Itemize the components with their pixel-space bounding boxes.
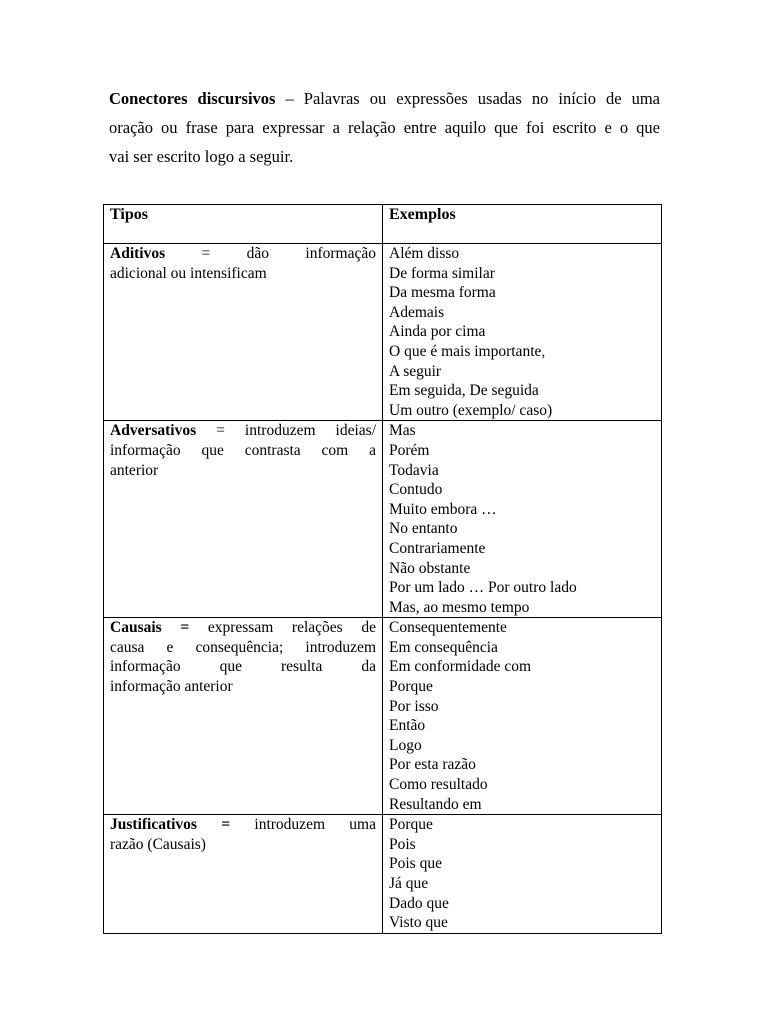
- type-desc: introduzem uma: [230, 816, 376, 834]
- type-name: Causais =: [110, 619, 190, 637]
- header-tipos: Tipos: [104, 205, 383, 244]
- intro-line-3: vai ser escrito logo a seguir.: [109, 147, 294, 166]
- intro-paragraph: [109, 84, 660, 171]
- desc-line: [110, 815, 376, 835]
- example-item: Porque: [389, 816, 433, 834]
- example-item: Pois que: [389, 855, 442, 873]
- example-item: Ademais: [389, 303, 445, 321]
- type-desc: expressam relações de: [189, 619, 376, 637]
- desc-line: [110, 244, 376, 264]
- example-item: Dado que: [389, 894, 449, 912]
- example-item: Muito embora …: [389, 500, 497, 518]
- header-exemplos: Exemplos: [383, 205, 662, 244]
- example-item: Como resultado: [389, 776, 488, 794]
- table-row: [104, 421, 662, 618]
- example-item: Em conformidade com: [389, 658, 532, 676]
- type-cell-justificativos: [104, 815, 383, 934]
- desc-line: causa e consequência; introduzem: [110, 638, 376, 656]
- example-item: Contrariamente: [389, 539, 486, 557]
- example-item: De forma similar: [389, 264, 495, 282]
- table-row: [104, 244, 662, 421]
- example-item: Da mesma forma: [389, 284, 496, 302]
- examples-cell-justificativos: [383, 815, 662, 934]
- desc-line: adicional ou intensificam: [110, 264, 267, 282]
- desc-line: informação que resulta da: [110, 658, 376, 676]
- type-name: Justificativos =: [110, 816, 231, 834]
- example-item: Visto que: [389, 914, 448, 932]
- example-item: Por esta razão: [389, 756, 476, 774]
- table-row: [104, 815, 662, 934]
- example-item: A seguir: [389, 362, 442, 380]
- intro-text-1: – Palavras ou expressões usadas no início de uma: [275, 89, 660, 108]
- example-item: Não obstante: [389, 559, 471, 577]
- example-item: Contudo: [389, 481, 443, 499]
- example-item: Mas, ao mesmo tempo: [389, 598, 530, 616]
- type-desc: = dão informação: [165, 245, 376, 262]
- example-item: Resultando em: [389, 795, 482, 813]
- type-cell-aditivos: [104, 244, 383, 421]
- desc-line: anterior: [110, 461, 159, 479]
- examples-cell-aditivos: [383, 244, 662, 421]
- intro-term: Conectores discursivos: [109, 89, 276, 108]
- connectors-table: [103, 204, 662, 934]
- desc-line: [110, 618, 376, 638]
- type-cell-adversativos: [104, 421, 383, 618]
- type-cell-causais: [104, 618, 383, 815]
- example-item: Um outro (exemplo/ caso): [389, 401, 553, 419]
- example-item: Já que: [389, 875, 429, 892]
- example-item: Mas: [389, 422, 416, 440]
- table-row: [104, 618, 662, 815]
- example-item: O que é mais importante,: [389, 342, 546, 360]
- example-item: Ainda por cima: [389, 323, 486, 341]
- examples-cell-adversativos: [383, 421, 662, 618]
- example-item: Por um lado … Por outro lado: [389, 579, 577, 597]
- intro-line-2: oração ou frase para expressar a relação entre aquilo que foi escrito e o que: [109, 118, 660, 137]
- intro-line-1: [109, 84, 660, 113]
- type-name: Aditivos: [110, 245, 166, 262]
- type-name: Adversativos: [110, 422, 197, 440]
- example-item: Porém: [389, 441, 430, 459]
- desc-line: [110, 421, 376, 441]
- example-item: No entanto: [389, 520, 458, 538]
- example-item: Em consequência: [389, 638, 498, 656]
- example-item: Pois: [389, 835, 416, 853]
- example-item: Então: [389, 717, 426, 735]
- example-item: Por isso: [389, 697, 439, 715]
- examples-cell-causais: [383, 618, 662, 815]
- example-item: Em seguida, De seguida: [389, 382, 539, 400]
- table-header-row: [104, 205, 662, 244]
- type-desc: = introduzem ideias/: [196, 422, 376, 440]
- example-item: Porque: [389, 678, 433, 696]
- desc-line: informação que contrasta com a: [110, 441, 376, 459]
- example-item: Consequentemente: [389, 619, 507, 637]
- example-item: Logo: [389, 736, 422, 754]
- desc-line: informação anterior: [110, 678, 233, 696]
- example-item: Além disso: [389, 245, 460, 262]
- example-item: Todavia: [389, 461, 439, 479]
- desc-line: razão (Causais): [110, 835, 206, 853]
